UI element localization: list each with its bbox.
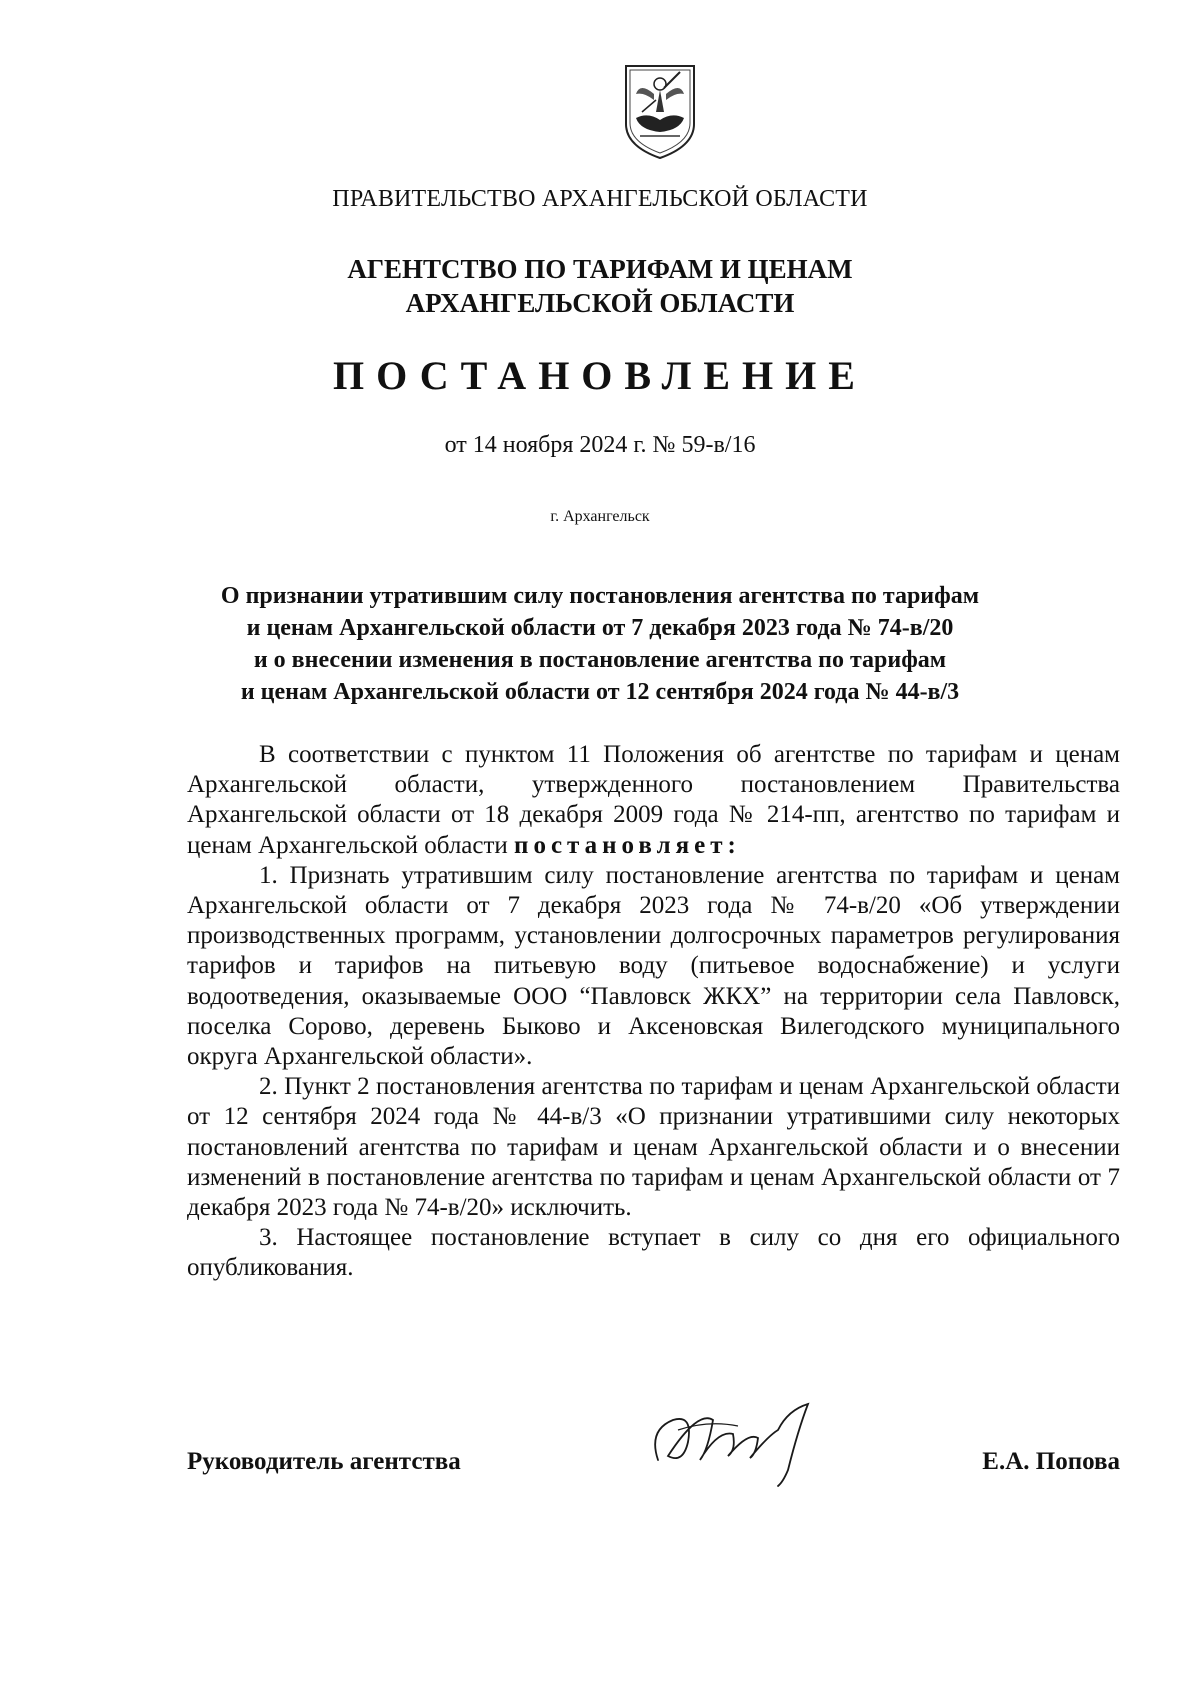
decides-word: постановляет: bbox=[514, 831, 741, 859]
preamble-text: В соответствии с пунктом 11 Положения об агентстве по тарифам и ценам Архангельской области, утвержденного постановлением Правительства Архангельской области от 18 декабря 2009 года № 214-пп, агентство по тарифам и ценам Архангельской области bbox=[187, 741, 1120, 859]
handwritten-signature bbox=[638, 1390, 838, 1490]
item-1-paragraph: 1. Признать утратившим силу постановление агентства по тарифам и ценам Архангельской области от 7 декабря 2023 года № 74-в/20 «Об утверждении производственных программ, установлении долгосрочных параметров регулирования тарифов и тарифов на питьевую воду (питьевое водоснабжение) и услуги водоотведения, оказываемые ООО “Павловск ЖКХ” на территории села Павловск, поселка Сорово, деревень Быково и Аксеновская Вилегодского муниципального округа Архангельской области». bbox=[187, 861, 1120, 1071]
preamble-paragraph bbox=[187, 740, 1120, 861]
item-2-paragraph: 2. Пункт 2 постановления агентства по тарифам и ценам Архангельской области от 12 сентября 2024 года № 44-в/3 «О признании утратившими силу некоторых постановлений агентства по тарифам и ценам Архангельской области и о внесении изменений в постановление агентства по тарифам и ценам Архангельской области от 7 декабря 2023 года № 74-в/20» исключить. bbox=[187, 1073, 1120, 1222]
coat-of-arms-emblem bbox=[620, 60, 700, 162]
subject-line-4: и ценам Архангельской области от 12 сентября 2024 года № 44-в/3 bbox=[240, 679, 960, 705]
document-city: г. Архангельск bbox=[550, 508, 650, 525]
document-body bbox=[187, 740, 1120, 1284]
signer-title: Руководитель агентства bbox=[187, 1448, 461, 1475]
document-date-number: от 14 ноября 2024 г. № 59-в/16 bbox=[444, 432, 756, 458]
agency-name-line-2: АРХАНГЕЛЬСКОЙ ОБЛАСТИ bbox=[405, 288, 795, 318]
subject-line-1: О признании утратившим силу постановления агентства по тарифам bbox=[220, 583, 980, 609]
item-3-paragraph: 3. Настоящее постановление вступает в силу со дня его официального опубликования. bbox=[187, 1224, 1120, 1282]
government-name: ПРАВИТЕЛЬСТВО АРХАНГЕЛЬСКОЙ ОБЛАСТИ bbox=[332, 186, 868, 212]
agency-name-line-1: АГЕНТСТВО ПО ТАРИФАМ И ЦЕНАМ bbox=[347, 254, 853, 284]
signer-name: Е.А. Попова bbox=[982, 1448, 1120, 1475]
document-subject bbox=[0, 580, 1200, 708]
subject-line-2: и ценам Архангельской области от 7 декабря 2023 года № 74-в/20 bbox=[246, 615, 954, 641]
agency-name bbox=[0, 252, 1200, 320]
document-type-title: ПОСТАНОВЛЕНИЕ bbox=[333, 353, 867, 398]
subject-line-3: и о внесении изменения в постановление агентства по тарифам bbox=[253, 647, 947, 673]
